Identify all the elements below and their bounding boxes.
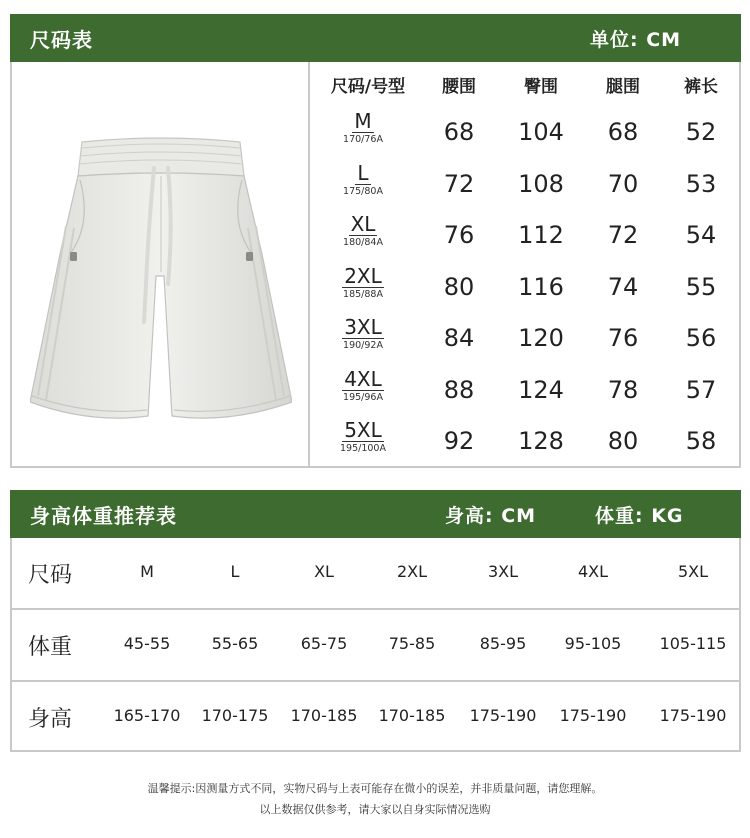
- length-value: 53: [685, 170, 717, 198]
- rec-cell: 65-75: [300, 634, 348, 653]
- rec-cell: 175-190: [659, 706, 727, 725]
- rec-cell: 45-55: [123, 634, 171, 653]
- size-code: 175/80A: [343, 186, 383, 197]
- header-size: 尺码/号型: [330, 77, 406, 97]
- footer-note-1: 温馨提示:因测量方式不同，实物尺码与上表可能存在微小的误差，并非质量问题，请您理解。: [147, 782, 603, 795]
- thigh-value: 68: [607, 118, 639, 146]
- rec-cell: 2XL: [396, 562, 428, 581]
- hip-value: 112: [518, 221, 564, 249]
- rec-cell: 85-95: [479, 634, 527, 653]
- size-code: 180/84A: [343, 237, 383, 248]
- size-cell: [324, 213, 402, 249]
- size-cell: [324, 265, 402, 301]
- header-hip: 臀围: [524, 77, 558, 97]
- header-thigh: 腿围: [606, 77, 640, 97]
- size-code: 190/92A: [343, 340, 383, 351]
- size-cell: [324, 368, 402, 404]
- recommendation-header: [10, 490, 741, 538]
- thigh-value: 74: [607, 273, 639, 301]
- shorts-image: [30, 134, 292, 454]
- rec-cell: 75-85: [388, 634, 436, 653]
- thigh-value: 72: [607, 221, 639, 249]
- size-chart-panel: [10, 62, 741, 468]
- product-photo: [12, 62, 310, 466]
- size-row: [310, 110, 741, 161]
- rec-row-weight: [12, 610, 739, 682]
- waist-value: 68: [443, 118, 475, 146]
- size-cell: [324, 316, 402, 352]
- rec-cell: 55-65: [211, 634, 259, 653]
- rec-cell: 165-170: [113, 706, 181, 725]
- size-name: 3XL: [344, 315, 382, 339]
- size-row: [310, 419, 741, 470]
- size-row: [310, 368, 741, 419]
- thigh-value: 70: [607, 170, 639, 198]
- length-value: 58: [685, 427, 717, 455]
- rec-cell: L: [230, 562, 240, 581]
- size-chart-unit: 单位: CM: [590, 28, 682, 51]
- hip-value: 116: [518, 273, 564, 301]
- size-code: 195/100A: [340, 443, 386, 454]
- size-row: [310, 316, 741, 367]
- length-value: 56: [685, 324, 717, 352]
- waist-value: 92: [443, 427, 475, 455]
- thigh-value: 76: [607, 324, 639, 352]
- hip-value: 120: [518, 324, 564, 352]
- footer-note-2: 以上数据仅供参考，请大家以自身实际情况选购: [259, 803, 491, 816]
- rec-cell: 3XL: [487, 562, 519, 581]
- rec-cell: 170-175: [201, 706, 269, 725]
- rec-row-label: 身高: [28, 707, 73, 732]
- size-code: 170/76A: [343, 134, 383, 145]
- weight-unit: 体重: KG: [595, 504, 684, 527]
- waist-value: 72: [443, 170, 475, 198]
- rec-cell: 170-185: [290, 706, 358, 725]
- size-code: 195/96A: [343, 392, 383, 403]
- size-name: XL: [350, 212, 376, 236]
- size-chart-title: 尺码表: [30, 27, 93, 52]
- header-waist: 腰围: [442, 77, 476, 97]
- size-cell: [324, 110, 402, 146]
- rec-cell: 175-190: [559, 706, 627, 725]
- length-value: 55: [685, 273, 717, 301]
- size-chart-header: [10, 14, 741, 62]
- recommendation-title: 身高体重推荐表: [30, 503, 177, 528]
- size-name: L: [357, 161, 369, 185]
- waist-value: 84: [443, 324, 475, 352]
- length-value: 54: [685, 221, 717, 249]
- rec-cell: 175-190: [469, 706, 537, 725]
- rec-cell: 95-105: [564, 634, 622, 653]
- rec-cell: 170-185: [378, 706, 446, 725]
- hip-value: 104: [518, 118, 564, 146]
- rec-cell: 5XL: [677, 562, 709, 581]
- size-name: 5XL: [344, 418, 382, 442]
- hip-value: 124: [518, 376, 564, 404]
- size-code: 185/88A: [343, 289, 383, 300]
- size-name: 4XL: [344, 367, 382, 391]
- rec-row-label: 尺码: [28, 563, 73, 588]
- hip-value: 108: [518, 170, 564, 198]
- size-name: 2XL: [344, 264, 382, 288]
- hip-value: 128: [518, 427, 564, 455]
- rec-cell: 4XL: [577, 562, 609, 581]
- recommendation-table: [10, 538, 741, 752]
- length-value: 52: [685, 118, 717, 146]
- waist-value: 80: [443, 273, 475, 301]
- size-row: [310, 162, 741, 213]
- rec-row-size: [12, 538, 739, 610]
- thigh-value: 80: [607, 427, 639, 455]
- waist-value: 88: [443, 376, 475, 404]
- rec-cell: 105-115: [659, 634, 727, 653]
- size-cell: [324, 419, 402, 455]
- height-unit: 身高: CM: [445, 504, 537, 527]
- size-table-header: [310, 72, 741, 104]
- header-length: 裤长: [684, 77, 718, 97]
- waist-value: 76: [443, 221, 475, 249]
- size-row: [310, 265, 741, 316]
- thigh-value: 78: [607, 376, 639, 404]
- rec-row-height: [12, 682, 739, 752]
- size-name: M: [354, 109, 372, 133]
- rec-cell: M: [140, 562, 154, 581]
- rec-row-label: 体重: [28, 635, 73, 660]
- size-cell: [324, 162, 402, 198]
- rec-cell: XL: [314, 562, 334, 581]
- size-row: [310, 213, 741, 264]
- length-value: 57: [685, 376, 717, 404]
